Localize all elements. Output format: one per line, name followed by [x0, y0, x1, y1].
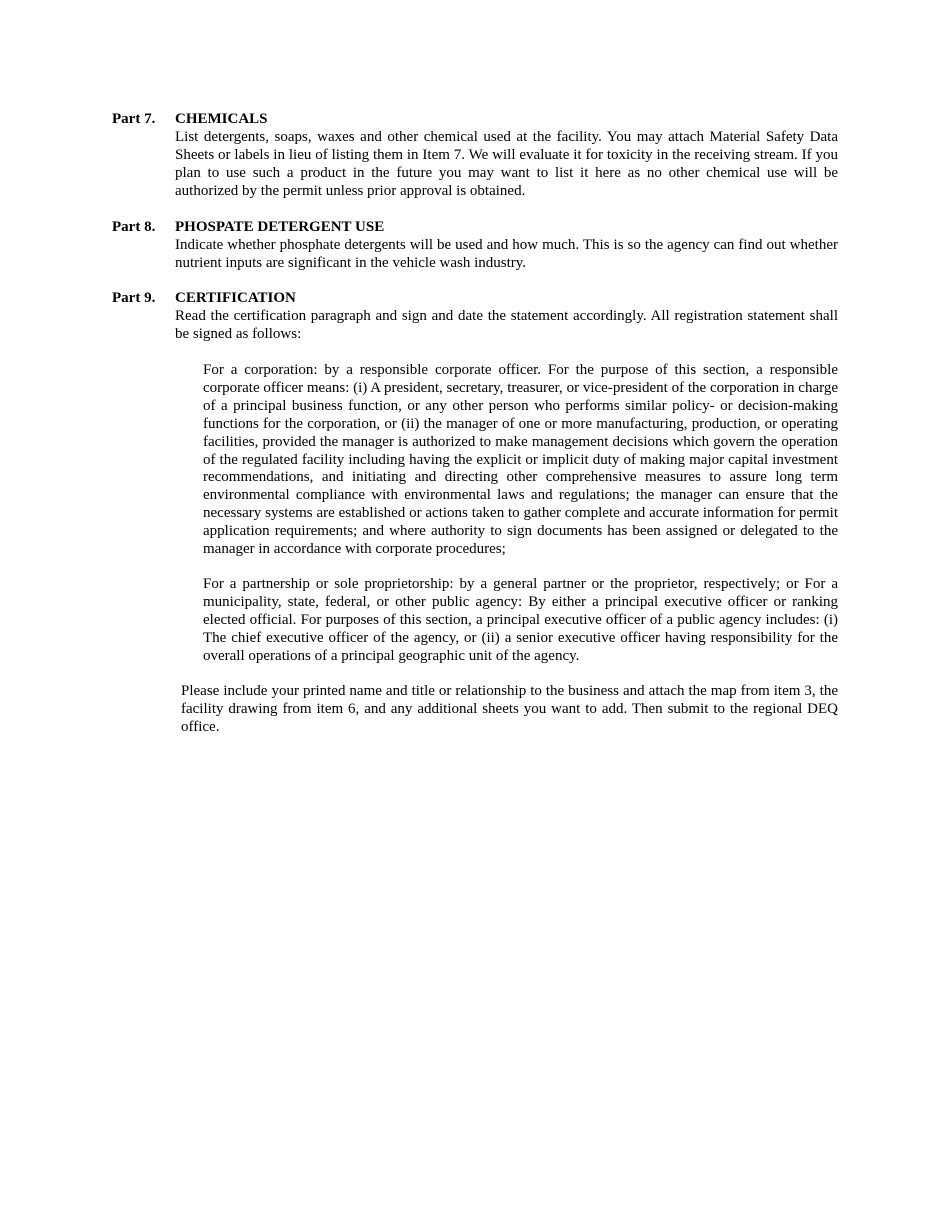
part-8-section	[112, 219, 838, 273]
part-7-text: List detergents, soaps, waxes and other chemical used at the facility. You may attach Material Safety Data Sheets or labels in lieu of listing them in Item 7. We will evaluate it for toxicity in the receiving stream. If you plan to use such a product in the future you may want to list it here as no other chemical use will be authorized by the permit unless prior approval is obtained.	[175, 128, 838, 199]
part-9-text: Read the certification paragraph and sign and date the statement accordingly. All registration statement shall be signed as follows:	[175, 307, 838, 342]
corporation-signatory-paragraph: For a corporation: by a responsible corporate officer. For the purpose of this section, a responsible corporate officer means: (i) A president, secretary, treasurer, or vice-president of the corporation in charge of a principal business function, or any other person who performs similar policy- or decision-making functions for the corporation, or (ii) the manager of one or more manufacturing, production, or operating facilities, provided the manager is authorized to make management decisions which govern the operation of the regulated facility including having the explicit or implicit duty of making major capital investment recommendations, and initiating and directing other comprehensive measures to assure long term environmental compliance with environmental laws and regulations; the manager can ensure that the necessary systems are established or actions taken to gather complete and accurate information for permit application requirements; and where authority to sign documents has been assigned or delegated to the manager in accordance with corporate procedures;	[203, 362, 838, 558]
partnership-signatory-paragraph: For a partnership or sole proprietorship: by a general partner or the proprietor, respectively; or For a municipality, state, federal, or other public agency: By either a principal executive officer or ranking elected official. For purposes of this section, a principal executive officer of a public agency includes: (i) The chief executive officer of the agency, or (ii) a senior executive officer having responsibility for the overall operations of a principal geographic unit of the agency.	[203, 576, 838, 664]
submission-instructions: Please include your printed name and title or relationship to the business and attach the map from item 3, the facility drawing from item 6, and any additional sheets you want to add. Then submit to the regional DEQ office.	[181, 683, 838, 735]
part-7-section	[112, 111, 838, 201]
part-8-label: Part 8.	[112, 219, 156, 235]
part-9-section	[112, 290, 838, 344]
part-8-body	[175, 219, 838, 273]
part-7-body	[175, 111, 838, 201]
part-7-title: CHEMICALS	[175, 111, 268, 127]
part-8-text: Indicate whether phosphate detergents will be used and how much. This is so the agency can find out whether nutrient inputs are significant in the vehicle wash industry.	[175, 236, 838, 271]
part-9-label: Part 9.	[112, 290, 156, 306]
part-7-label: Part 7.	[112, 111, 156, 127]
part-9-body	[175, 290, 838, 344]
part-9-title: CERTIFICATION	[175, 290, 296, 306]
part-8-title: PHOSPATE DETERGENT USE	[175, 219, 385, 235]
